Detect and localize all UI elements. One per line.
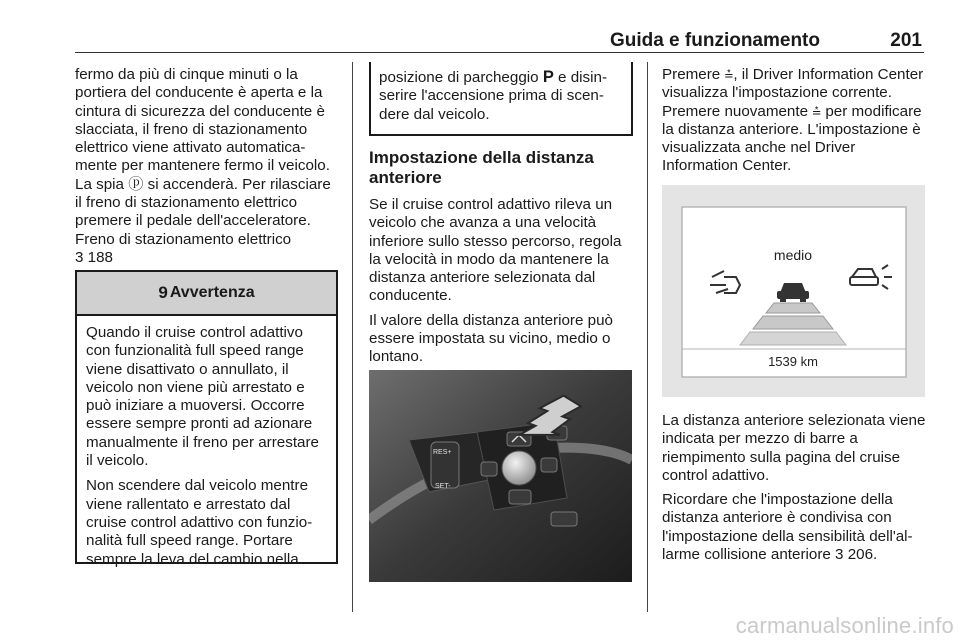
section-heading: Impostazione della distanza anteriore xyxy=(369,148,594,187)
warning-triangle-icon: 9 xyxy=(158,283,168,302)
watermark: carmanualsonline.info xyxy=(735,613,954,638)
column-2-body xyxy=(369,196,635,373)
col2-paragraph-1: Se il cruise control adattivo rileva un veicolo che avanza a una velocità inferiore sullo stesso percorso, regola la velocità in modo da mantenere la distanza anteriore selezionata dal conducente. xyxy=(369,196,622,305)
header-rule xyxy=(75,52,924,53)
crossref-link[interactable]: 3 188 xyxy=(75,248,114,266)
park-position-label: P xyxy=(542,68,554,86)
column-3-top xyxy=(662,66,927,182)
res-button-label: RES+ xyxy=(433,449,452,456)
cruise-lower-right-button[interactable] xyxy=(551,512,577,526)
col1-paragraph xyxy=(75,66,340,267)
cruise-left-button[interactable] xyxy=(481,462,497,476)
note-text-before: posizione di parcheggio xyxy=(379,69,543,86)
column-3-bottom xyxy=(662,412,928,570)
warning-paragraph-1: Quando il cruise control adattivo con funzionalità full speed range viene disattivato o annullato, il veicolo non viene più arrestato e può iniziare a muoversi. Occorre essere sempre pronti ad azionare manualmente il freno per arrestare il veicolo. xyxy=(86,324,319,470)
set-button-label: SET- xyxy=(435,483,451,490)
col3-paragraph-2: La distanza anteriore selezionata viene indicata per mezzo di barre a riempimento sulla pagina del cruise control adattivo. xyxy=(662,412,926,484)
col1-paragraph-text: fermo da più di cinque minuti o la portiera del conducente è aperta e la cintura di sicurezza del conducente è slacciata, il freno di stazionamento elettrico viene attivato automatica-mente per mantenere fermo il veicolo. La spia ⓟ si accenderà. Per rilasciare il freno di stazionamento elettrico premere il pedale dell'acceleratore. Freno di stazionamento elettrico xyxy=(75,66,331,248)
distance-setting-label: medio xyxy=(773,247,813,263)
note-text-after: e disin-serire l'accensione prima di scen-dere dal veicolo. xyxy=(379,69,608,123)
warning-continuation-box xyxy=(369,62,633,136)
column-divider-right xyxy=(647,62,648,612)
page-number: 201 xyxy=(890,30,922,51)
warning-paragraph-2: Non scendere dal veicolo mentre viene rallentato e arrestato dal cruise control adattivo con funzio-nalità full speed range. Portare sempre la leva del cambio nella xyxy=(86,477,313,568)
col3-paragraph-3: Ricordare che l'impostazione della distanza anteriore è condivisa con l'impostazione della sensibilità dell'al-larme collisione anteriore 3 206. xyxy=(662,491,913,564)
column-1-text xyxy=(75,66,340,273)
cruise-right-button[interactable] xyxy=(541,458,557,472)
steering-wheel-controls-image xyxy=(369,370,632,582)
control-knob[interactable] xyxy=(502,451,536,485)
page-header-title: Guida e funzionamento xyxy=(609,30,820,51)
warning-title: Avvertenza xyxy=(169,284,255,301)
col3-paragraph-1: Premere ⩮, il Driver Information Center visualizza l'impostazione corrente. Premere nuovamente ⩮ per modificare la distanza anteriore. L'impostazione è visualizzata anche nel Driver Information Center. xyxy=(662,66,924,175)
cruise-bottom-button[interactable] xyxy=(509,490,531,504)
warning-header xyxy=(77,272,336,316)
col2-paragraph-2: Il valore della distanza anteriore può essere impostata su vicino, medio o lontano. xyxy=(369,311,613,366)
column-divider-left xyxy=(352,62,353,612)
odometer-readout: 1539 km xyxy=(768,354,818,369)
driver-information-center-image xyxy=(662,185,925,397)
warning-box xyxy=(75,270,338,568)
warning-body xyxy=(77,316,336,569)
